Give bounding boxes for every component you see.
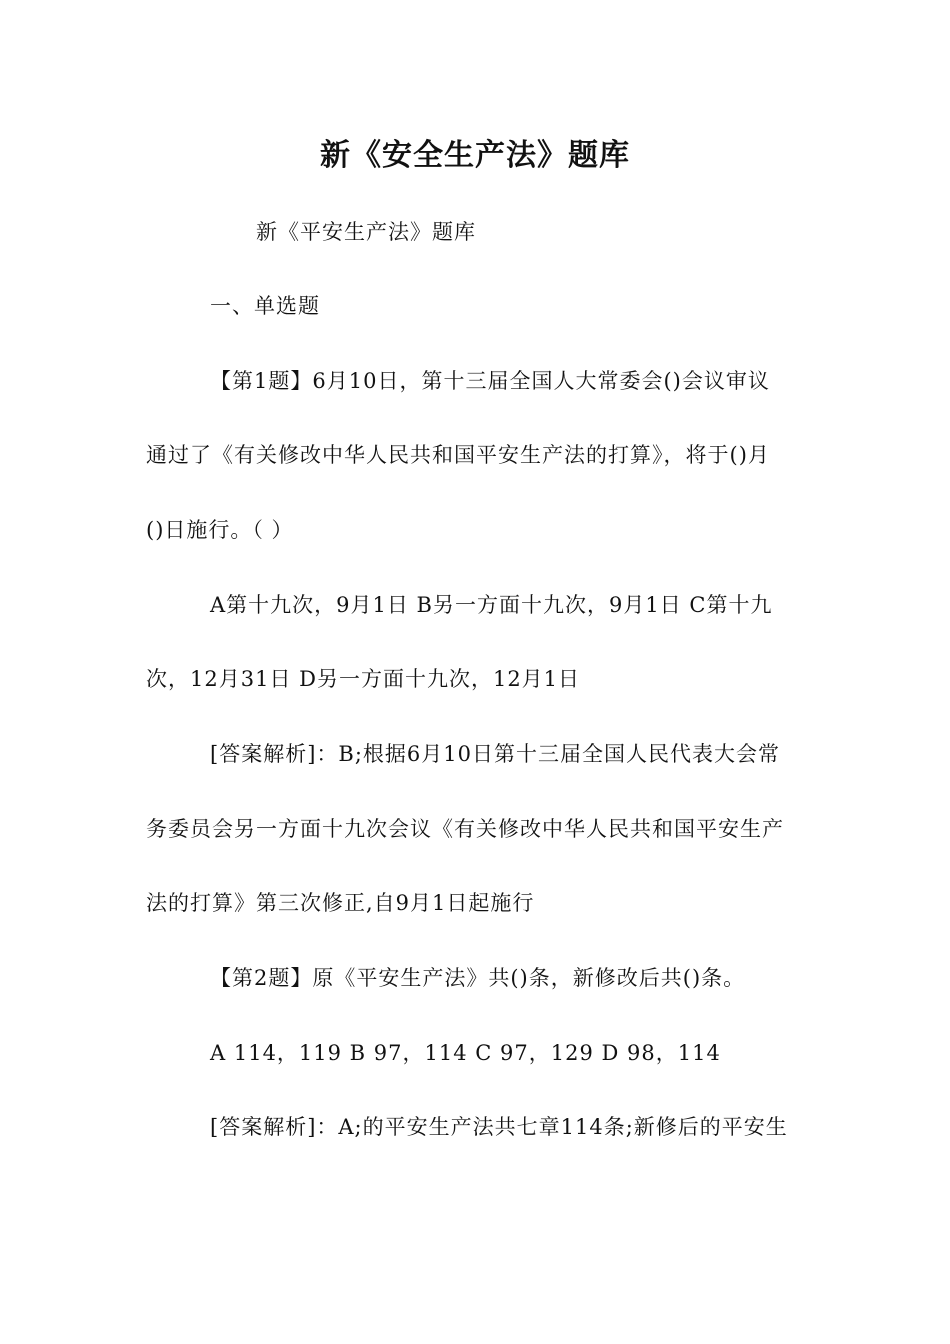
question-2-options: A 114，119 B 97，114 C 97，129 D 98，114 (210, 1041, 721, 1065)
document-title: 新《安全生产法》题库 (320, 138, 630, 173)
question-2-line: 【第2题】原《平安生产法》共()条，新修改后共()条。 (210, 966, 746, 990)
document-subtitle: 新《平安生产法》题库 (256, 220, 476, 244)
question-1-options-line-1: A第十九次，9月1日 B另一方面十九次，9月1日 C第十九 (210, 593, 773, 617)
answer-2-line-1: [答案解析]：A;的平安生产法共七章114条;新修后的平安生 (210, 1115, 788, 1139)
answer-1-line-3: 法的打算》第三次修正,自9月1日起施行 (146, 891, 535, 915)
section-heading: 一、单选题 (210, 294, 320, 318)
question-1-line-1: 【第1题】6月10日，第十三届全国人大常委会()会议审议 (210, 369, 770, 393)
question-1-line-3: ()日施行。（ ） (146, 518, 294, 542)
question-1-options-line-2: 次，12月31日 D另一方面十九次，12月1日 (146, 667, 581, 691)
answer-1-line-2: 务委员会另一方面十九次会议《有关修改中华人民共和国平安生产 (146, 817, 784, 841)
answer-1-line-1: [答案解析]：B;根据6月10日第十三届全国人民代表大会常 (210, 742, 780, 766)
question-1-line-2: 通过了《有关修改中华人民共和国平安生产法的打算》，将于()月 (146, 443, 770, 467)
